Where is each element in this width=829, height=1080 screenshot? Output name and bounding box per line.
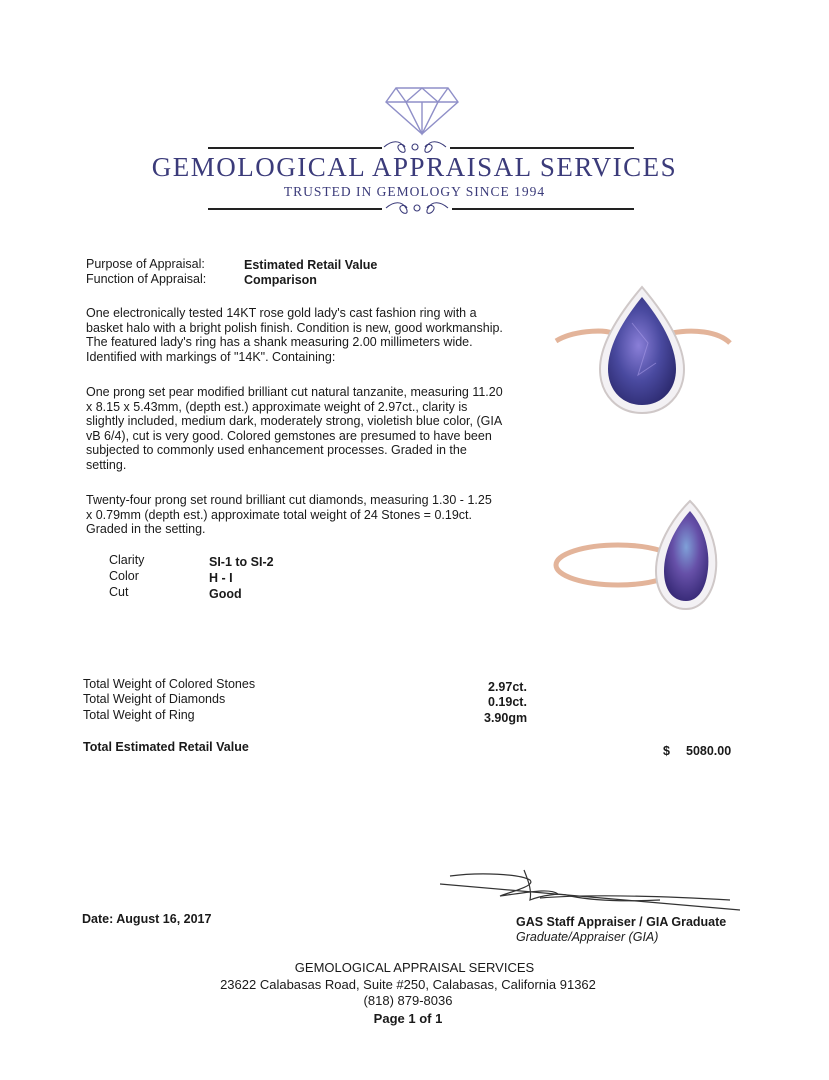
page-number: Page 1 of 1 — [373, 1011, 443, 1026]
appraiser-title: GAS Staff Appraiser / GIA Graduate — [516, 915, 727, 929]
total-label: Total Weight of Ring — [83, 708, 195, 722]
appraisal-date: Date: August 16, 2017 — [82, 912, 212, 926]
header-rule-right-bottom — [452, 208, 634, 210]
retail-value-amount: 5080.00 — [686, 744, 732, 758]
ring-side-view-image — [552, 495, 732, 620]
function-label: Function of Appraisal: — [86, 272, 207, 286]
grade-label: Cut — [109, 585, 129, 599]
company-name: GEMOLOGICAL APPRAISAL SERVICES — [151, 152, 678, 182]
bottom-flourish-icon — [382, 199, 452, 217]
header-rule-right-top — [450, 147, 634, 149]
total-label: Total Weight of Diamonds — [83, 692, 226, 706]
currency-symbol: $ — [663, 744, 670, 758]
grade-label: Clarity — [109, 553, 145, 567]
appraiser-subtitle: Graduate/Appraiser (GIA) — [516, 930, 659, 944]
company-tagline: TRUSTED IN GEMOLOGY SINCE 1994 — [283, 184, 546, 199]
grade-value: Good — [209, 587, 242, 601]
grade-label: Color — [109, 569, 139, 583]
footer-address: 23622 Calabasas Road, Suite #250, Calabasas, California 91362 — [220, 977, 596, 992]
purpose-value: Estimated Retail Value — [244, 258, 378, 272]
description-paragraph: One prong set pear modified brilliant cut natural tanzanite, measuring 11.20 x 8.15 x 5.43mm, (depth est.) approximate weight of 2.97ct., clarity is slightly included, medium dark, moderately strong, violetish blue color, (GIA vB 6/4), cut is very good. Colored gemstones are presumed to have been subjected to commonly used enhancement processes. Graded in the setting. — [86, 385, 503, 472]
appraiser-signature-image — [440, 866, 745, 916]
function-value: Comparison — [244, 273, 317, 287]
footer-company: GEMOLOGICAL APPRAISAL SERVICES — [294, 960, 535, 975]
diamond-logo-icon — [384, 84, 460, 136]
total-label: Total Weight of Colored Stones — [83, 677, 256, 691]
total-value: 0.19ct. — [488, 695, 527, 709]
total-value: 2.97ct. — [488, 680, 527, 694]
description-paragraph: Twenty-four prong set round brilliant cut diamonds, measuring 1.30 - 1.25 x 0.79mm (depth est.) approximate total weight of 24 Stones = 0.19ct. Graded in the setting. — [86, 493, 492, 537]
header-rule-left-top — [208, 147, 382, 149]
ring-front-view-image — [552, 283, 732, 423]
header-rule-left-bottom — [208, 208, 382, 210]
footer-phone: (818) 879-8036 — [363, 993, 453, 1008]
purpose-label: Purpose of Appraisal: — [86, 257, 205, 271]
total-value: 3.90gm — [484, 711, 528, 725]
retail-value-label: Total Estimated Retail Value — [83, 740, 249, 754]
grade-value: H - I — [209, 571, 233, 585]
grade-value: SI-1 to SI-2 — [209, 555, 274, 569]
description-paragraph: One electronically tested 14KT rose gold lady's cast fashion ring with a basket halo with a bright polish finish. Condition is new, good workmanship. The featured lady's ring has a shank measuring 2.00 millimeters wide. Identified with markings of "14K". Containing: — [86, 306, 503, 364]
